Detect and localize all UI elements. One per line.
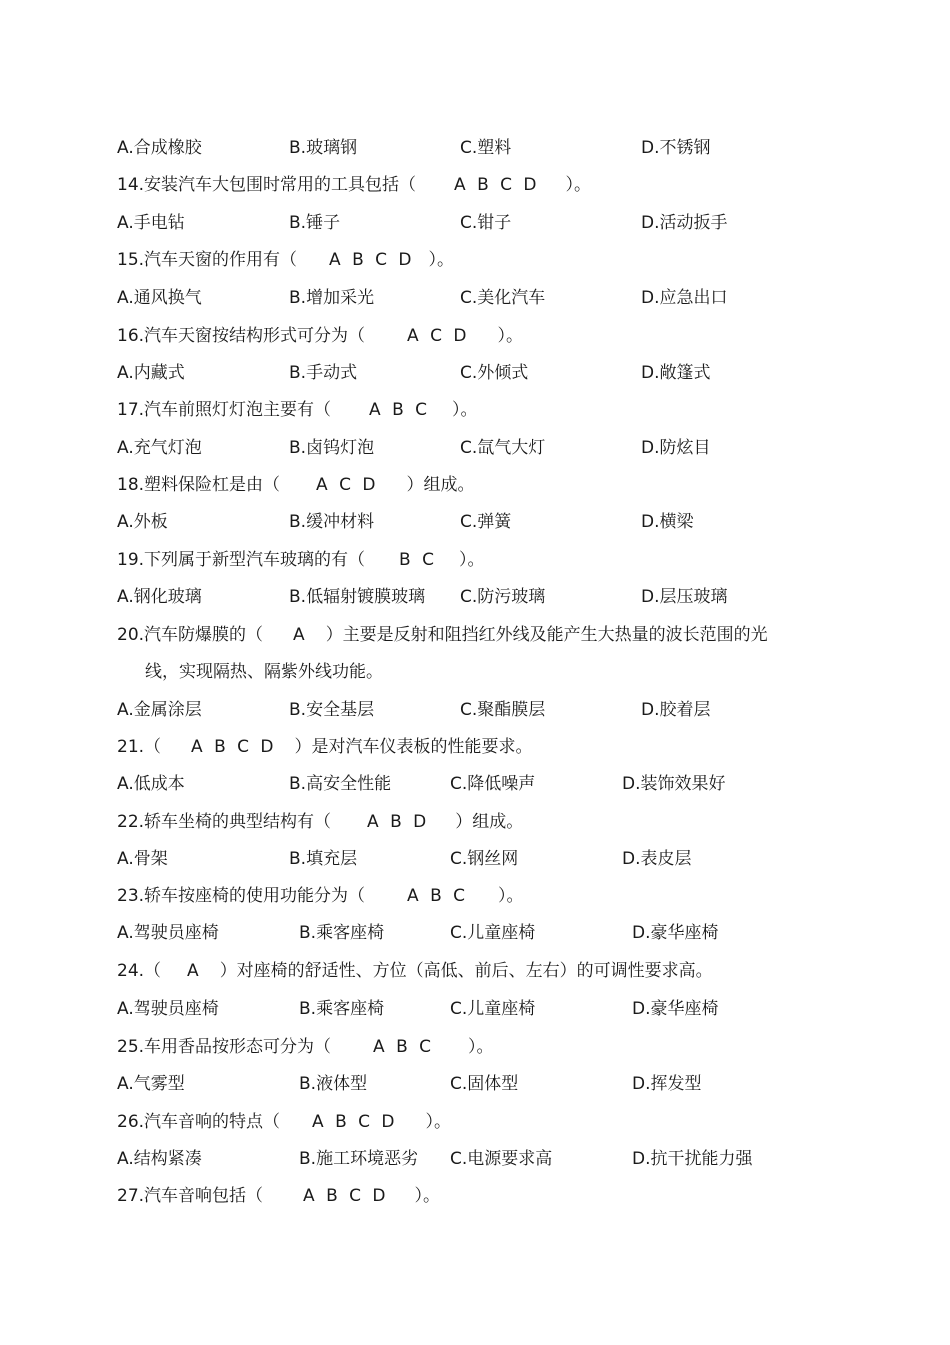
question-text-end: ）组成。 <box>406 475 475 495</box>
answer: A <box>293 625 308 645</box>
option-a: A.外板 <box>117 512 168 532</box>
question-text-end: ）组成。 <box>455 812 524 832</box>
answer: A B C D <box>303 1186 389 1206</box>
option-b: B.安全基层 <box>289 700 375 720</box>
option-d: D.胶着层 <box>641 700 711 720</box>
option-b: B.缓冲材料 <box>289 512 375 532</box>
option-b: B.乘客座椅 <box>299 923 385 943</box>
answer: A B C D <box>312 1112 398 1132</box>
option-a: A.钢化玻璃 <box>117 587 202 607</box>
option-a: A.结构紧凑 <box>117 1149 202 1169</box>
question-text-end: ）。 <box>565 175 592 195</box>
option-d: D.应急出口 <box>641 288 728 308</box>
option-a: A.驾驶员座椅 <box>117 923 219 943</box>
question-22 <box>117 811 523 833</box>
option-b: B.乘客座椅 <box>299 999 385 1019</box>
option-b: B.手动式 <box>289 363 358 383</box>
question-text-end: ）。 <box>452 400 478 420</box>
option-c: C.塑料 <box>460 138 512 158</box>
option-c: C.外倾式 <box>460 363 529 383</box>
option-c: C.降低噪声 <box>450 774 536 794</box>
option-b: B.填充层 <box>289 849 358 869</box>
question-25 <box>117 1036 494 1058</box>
option-b: B.高安全性能 <box>289 774 392 794</box>
question-text: 19.下列属于新型汽车玻璃的有（ <box>117 550 366 570</box>
option-d: D.挥发型 <box>632 1074 702 1094</box>
option-b: B.锤子 <box>289 213 341 233</box>
answer: A <box>187 961 202 981</box>
option-c: C.防污玻璃 <box>460 587 546 607</box>
answer: A B C D <box>454 175 540 195</box>
question-text: 22.轿车坐椅的典型结构有（ <box>117 812 332 832</box>
option-d: D.豪华座椅 <box>632 999 719 1019</box>
option-a: A.充气灯泡 <box>117 438 202 458</box>
question-23 <box>117 885 524 907</box>
question-14 <box>117 174 591 196</box>
question-text: 27.汽车音响包括（ <box>117 1186 264 1206</box>
option-d: D.不锈钢 <box>641 138 711 158</box>
question-text: 16.汽车天窗按结构形式可分为（ <box>117 326 366 346</box>
option-b: B.低辐射镀膜玻璃 <box>289 587 426 607</box>
question-21 <box>117 736 533 758</box>
option-c: C.固体型 <box>450 1074 519 1094</box>
option-c: C.钳子 <box>460 213 512 233</box>
question-text: 15.汽车天窗的作用有（ <box>117 250 298 270</box>
question-text: 17.汽车前照灯灯泡主要有（ <box>117 400 332 420</box>
question-26 <box>117 1111 451 1133</box>
answer: A B C <box>369 400 431 420</box>
option-c: C.美化汽车 <box>460 288 546 308</box>
option-d: D.活动扳手 <box>641 213 728 233</box>
option-c: C.儿童座椅 <box>450 923 536 943</box>
question-text-end: ）对座椅的舒适性、方位（高低、前后、左右）的可调性要求高。 <box>219 961 713 981</box>
answer: A B C D <box>329 250 415 270</box>
option-d: D.防炫目 <box>641 438 711 458</box>
question-text-end: ）。 <box>458 550 485 570</box>
option-b: B.施工环境恶劣 <box>299 1149 419 1169</box>
question-text: 24.（ <box>117 961 162 981</box>
question-text: 23.轿车按座椅的使用功能分为（ <box>117 886 366 906</box>
question-15 <box>117 249 454 271</box>
option-a: A.低成本 <box>117 774 185 794</box>
option-d: D.抗干扰能力强 <box>632 1149 753 1169</box>
option-a: A.骨架 <box>117 849 168 869</box>
option-c: C.弹簧 <box>460 512 512 532</box>
question-text-end: ）。 <box>497 326 523 346</box>
option-d: D.表皮层 <box>622 849 692 869</box>
option-c: C.聚酯膜层 <box>460 700 546 720</box>
question-text-end: ）是对汽车仪表板的性能要求。 <box>294 737 533 757</box>
question-17 <box>117 399 478 421</box>
question-20-continuation: 线，实现隔热、隔紫外线功能。 <box>145 662 383 682</box>
question-text: 25.车用香品按形态可分为（ <box>117 1037 332 1057</box>
question-text: 26.汽车音响的特点（ <box>117 1112 281 1132</box>
question-text: 18.塑料保险杠是由（ <box>117 475 281 495</box>
option-a: A.合成橡胶 <box>117 138 202 158</box>
answer: A B D <box>367 812 430 832</box>
question-19 <box>117 549 484 571</box>
question-text-end: ）主要是反射和阻挡红外线及能产生大热量的波长范围的光 <box>325 625 768 645</box>
option-c: C.儿童座椅 <box>450 999 536 1019</box>
answer: A B C <box>407 886 469 906</box>
question-text-end: ）。 <box>428 250 455 270</box>
question-text: 21.（ <box>117 737 162 757</box>
question-text: 20.汽车防爆膜的（ <box>117 625 264 645</box>
option-d: D.横梁 <box>641 512 694 532</box>
option-b: B.玻璃钢 <box>289 138 358 158</box>
option-c: C.氙气大灯 <box>460 438 546 458</box>
option-a: A.内藏式 <box>117 363 185 383</box>
option-c: C.钢丝网 <box>450 849 519 869</box>
answer: A B C <box>373 1037 435 1057</box>
question-text-end: ）。 <box>414 1186 441 1206</box>
answer: B C <box>399 550 437 570</box>
question-20 <box>117 624 768 646</box>
option-a: A.金属涂层 <box>117 700 202 720</box>
answer: A B C D <box>191 737 277 757</box>
question-text: 14.安装汽车大包围时常用的工具包括（ <box>117 175 417 195</box>
option-d: D.装饰效果好 <box>622 774 726 794</box>
option-c: C.电源要求高 <box>450 1149 553 1169</box>
question-27 <box>117 1185 440 1207</box>
option-a: A.气雾型 <box>117 1074 185 1094</box>
question-text-end: ）。 <box>498 886 524 906</box>
question-24 <box>117 960 713 982</box>
option-a: A.手电钻 <box>117 213 185 233</box>
answer: A C D <box>407 326 470 346</box>
option-b: B.液体型 <box>299 1074 368 1094</box>
question-text-end: ）。 <box>468 1037 494 1057</box>
option-a: A.通风换气 <box>117 288 202 308</box>
option-a: A.驾驶员座椅 <box>117 999 219 1019</box>
option-b: B.卤钨灯泡 <box>289 438 375 458</box>
question-16 <box>117 325 523 347</box>
option-b: B.增加采光 <box>289 288 375 308</box>
answer: A C D <box>316 475 379 495</box>
question-18 <box>117 474 474 496</box>
option-d: D.层压玻璃 <box>641 587 728 607</box>
option-d: D.豪华座椅 <box>632 923 719 943</box>
option-d: D.敞篷式 <box>641 363 711 383</box>
question-text-end: ）。 <box>425 1112 452 1132</box>
